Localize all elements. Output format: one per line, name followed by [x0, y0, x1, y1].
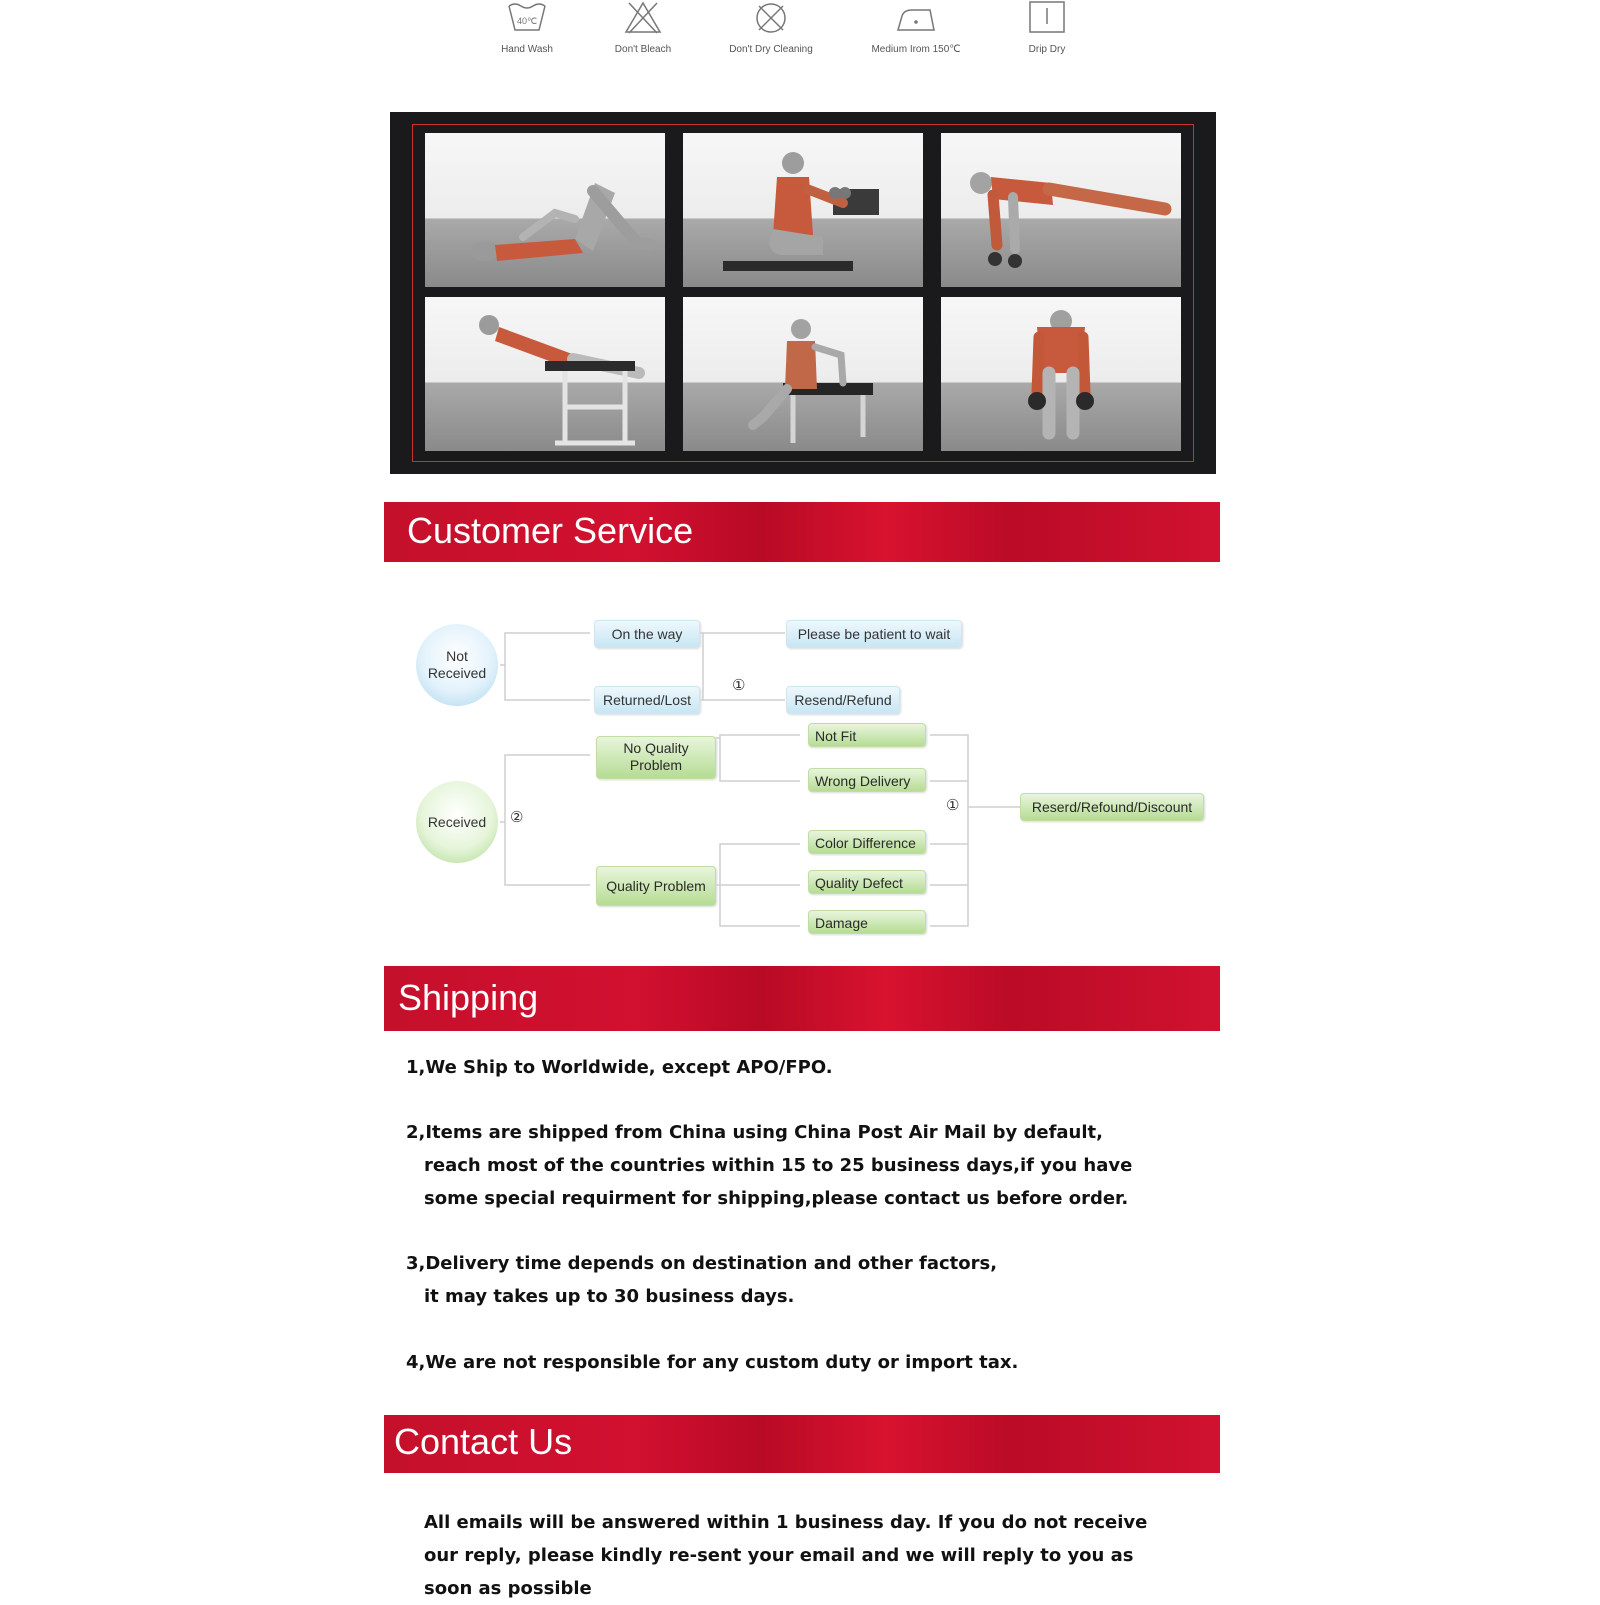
exercise-panel-frame: [412, 124, 1194, 462]
exercise-illustration-panel: [390, 112, 1216, 474]
contact-header: [384, 1415, 1220, 1473]
drip-dry-icon: [1027, 0, 1067, 36]
contact-title: Contact Us: [394, 1421, 573, 1462]
shipping-item-2-line-2: reach most of the countries within 15 to 25 business days,if you have: [424, 1155, 1133, 1176]
contact-text: [424, 1506, 1224, 1605]
quality-defect-node: Quality Defect: [808, 870, 926, 894]
shipping-item-2-line-3: some special requirment for shipping,please contact us before order.: [424, 1188, 1129, 1209]
damage-node: Damage: [808, 910, 926, 934]
customer-service-title: Customer Service: [407, 510, 694, 551]
seated-row-exercise-figure: [683, 133, 923, 287]
care-label: Drip Dry: [1028, 44, 1066, 55]
bench-dip-exercise-figure: [683, 297, 923, 451]
care-label: Medium Irom 150℃: [871, 44, 961, 55]
reserd-refound-discount-node: Reserd/Refound/Discount: [1020, 793, 1204, 821]
please-wait-node: Please be patient to wait: [786, 620, 962, 648]
received-label: Received: [427, 813, 487, 830]
shipping-item-4: [406, 1346, 1206, 1379]
quality-problem-node: Quality Problem: [596, 866, 716, 906]
shipping-item-3-line-1: 3,Delivery time depends on destination and other factors,: [406, 1253, 998, 1274]
care-label: Don't Dry Cleaning: [729, 44, 813, 55]
wrong-delivery-node: Wrong Delivery: [808, 768, 926, 792]
care-label: Hand Wash: [501, 44, 553, 55]
care-item-dont-dry-clean: [701, 0, 841, 55]
dont-dry-clean-icon: [751, 0, 791, 36]
shipping-title: Shipping: [398, 977, 539, 1018]
resend-refund-node: Resend/Refund: [786, 686, 900, 714]
customer-service-flowchart: [0, 600, 1600, 950]
shipping-item-1: [406, 1051, 1206, 1084]
care-instructions: [0, 0, 1600, 70]
received-node: [416, 781, 498, 863]
iron-icon: [892, 0, 940, 36]
on-the-way-node: On the way: [594, 620, 700, 648]
flowchart-connectors: [0, 600, 1600, 950]
hand-wash-icon: [505, 0, 549, 36]
no-quality-problem-node: [596, 736, 716, 779]
not-fit-node: Not Fit: [808, 723, 926, 747]
step-marker-one-top: ①: [732, 677, 746, 694]
shipping-item-2: [406, 1116, 1206, 1215]
color-difference-node: Color Difference: [808, 830, 926, 854]
not-received-node: [416, 624, 498, 706]
step-marker-two: ②: [510, 809, 524, 826]
contact-line-3: soon as possible: [424, 1578, 592, 1599]
hand-wash-temp: 40℃: [516, 16, 538, 26]
returned-lost-node: Returned/Lost: [594, 686, 700, 714]
care-label: Don't Bleach: [614, 44, 672, 55]
no-quality-problem-label: No Quality Problem: [623, 740, 689, 773]
shipping-item-1-text: 1,We Ship to Worldwide, except APO/FPO.: [406, 1057, 833, 1078]
contact-line-2: our reply, please kindly re-sent your email and we will reply to you as: [424, 1545, 1134, 1566]
care-item-iron: [846, 0, 986, 55]
dumbbell-deadlift-exercise-figure: [941, 297, 1181, 451]
not-received-label: Not Received: [427, 648, 487, 681]
shipping-header: [384, 966, 1220, 1031]
plank-row-exercise-figure: [941, 133, 1181, 287]
dont-bleach-icon: [623, 0, 663, 36]
step-marker-one-bottom: ①: [946, 797, 960, 814]
shipping-item-3-line-2: it may takes up to 30 business days.: [424, 1286, 795, 1307]
shipping-item-3: [406, 1247, 1206, 1313]
crunch-exercise-figure: [425, 133, 665, 287]
shipping-item-2-line-1: 2,Items are shipped from China using China Post Air Mail by default,: [406, 1122, 1103, 1143]
contact-line-1: All emails will be answered within 1 business day. If you do not receive: [424, 1512, 1148, 1533]
shipping-item-4-text: 4,We are not responsible for any custom duty or import tax.: [406, 1352, 1019, 1373]
back-extension-exercise-figure: [425, 297, 665, 451]
care-item-dont-bleach: [573, 0, 713, 55]
customer-service-header: [384, 502, 1220, 562]
care-item-drip-dry: [977, 0, 1117, 55]
